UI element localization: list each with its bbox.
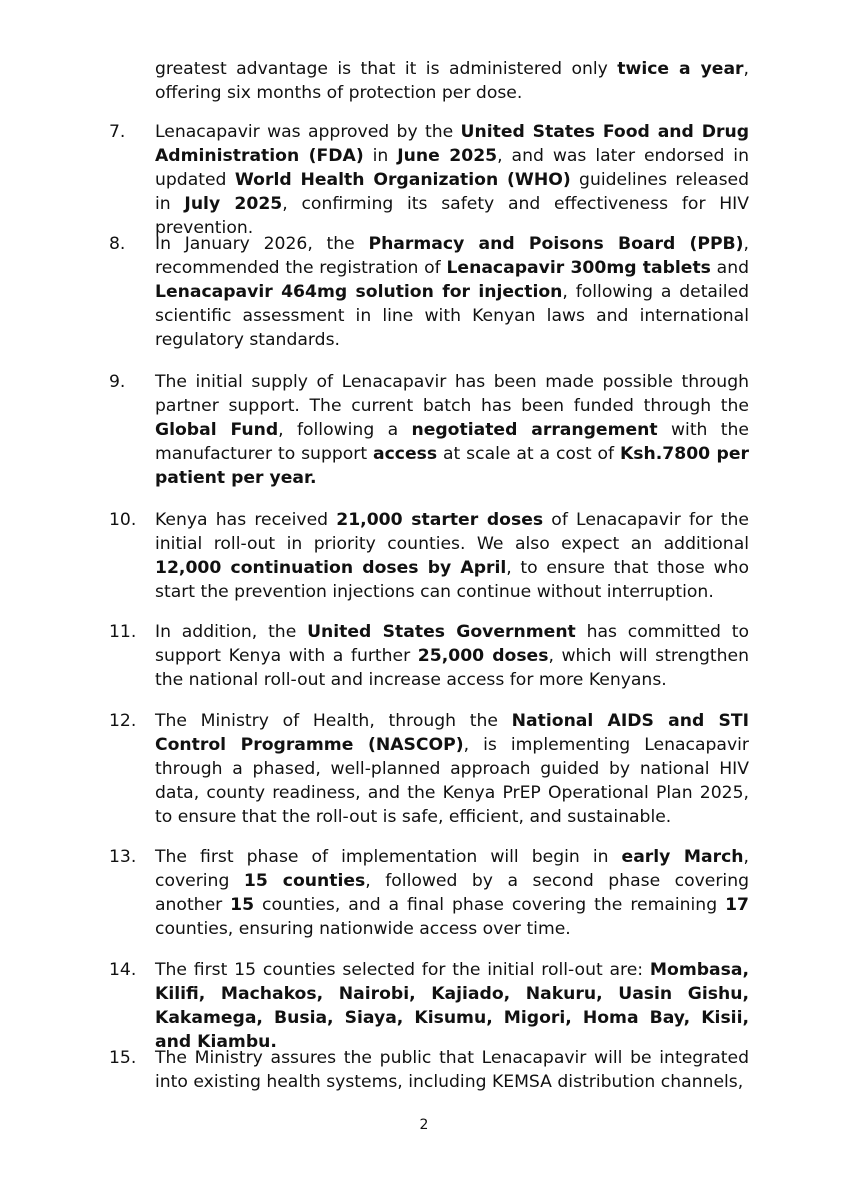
text-run: at scale at a cost of <box>437 444 620 464</box>
paragraph-7 <box>109 120 749 240</box>
text-run: with the manufacturer to support <box>155 420 750 464</box>
text-run: , to ensure that those who start the prevention injections can continue without interruption. <box>155 558 750 602</box>
bold-text: June 2025 <box>397 146 498 166</box>
paragraph-11 <box>109 620 749 692</box>
bold-text: 12,000 continuation doses by April <box>155 558 507 578</box>
text-run: The first phase of implementation will begin in <box>155 847 622 867</box>
paragraph-number: 8. <box>109 234 126 254</box>
bold-text: United States Government <box>307 622 576 642</box>
paragraph-14 <box>109 958 749 1054</box>
bold-text: 21,000 starter doses <box>336 510 544 530</box>
bold-text: World Health Organization (WHO) <box>234 170 571 190</box>
paragraph-15 <box>109 1046 749 1094</box>
text-run: guidelines released in <box>155 170 750 214</box>
bold-text: negotiated arrangement <box>411 420 658 440</box>
paragraph-text <box>155 1046 749 1094</box>
text-run: The initial supply of Lenacapavir has been made possible through partner support. The current batch has been funded through the <box>155 372 749 416</box>
paragraph-number: 9. <box>109 372 126 392</box>
paragraph-number: 11. <box>109 622 137 642</box>
text-run: In addition, the <box>155 622 308 642</box>
bold-text: 15 counties <box>243 871 366 891</box>
text-run: , and was later endorsed in updated <box>155 146 749 190</box>
text-run: , following a <box>278 420 412 440</box>
text-run: , confirming its safety and effectiveness for HIV prevention. <box>155 194 750 238</box>
bold-text: 15 <box>230 895 255 915</box>
bold-text: early March <box>621 847 744 867</box>
paragraph-9 <box>109 370 749 490</box>
text-run: , following a detailed scientific assessment in line with Kenyan laws and international regulatory standards. <box>155 282 750 350</box>
paragraph-text <box>155 958 749 1054</box>
bold-text: access <box>373 444 438 464</box>
text-run: Lenacapavir was approved by the <box>155 122 461 142</box>
text-run: of Lenacapavir for the initial roll-out in priority counties. We also expect an additional <box>155 510 749 554</box>
paragraph-text <box>155 508 749 604</box>
paragraph-12 <box>109 709 749 829</box>
text-run: The Ministry assures the public that Lenacapavir will be integrated into existing health systems, including KEMSA distribution channels, <box>155 1048 749 1092</box>
bold-text: Ksh.7800 per patient per year. <box>155 444 749 488</box>
text-run: , is implementing Lenacapavir through a phased, well-planned approach guided by national HIV data, county readiness, and the Kenya PrEP Operational Plan 2025, to ensure that the roll-out is safe, efficient, and sustainable. <box>155 735 749 827</box>
paragraph-number: 13. <box>109 847 137 867</box>
bold-text: Global Fund <box>155 420 279 440</box>
text-run: The Ministry of Health, through the <box>155 711 512 731</box>
bold-text: Mombasa, Kilifi, Machakos, Nairobi, Kajiado, Nakuru, Uasin Gishu, Kakamega, Busia, Siaya, Kisumu, Migori, Homa Bay, Kisii, and Kiambu. <box>155 960 749 1052</box>
text-run: Kenya has received <box>155 510 337 530</box>
paragraph-text <box>155 120 749 240</box>
text-run: counties, and a final phase covering the remaining <box>254 895 726 915</box>
bold-text: 17 <box>725 895 749 915</box>
text-run: The first 15 counties selected for the initial roll-out are: <box>155 960 650 980</box>
bold-text: July 2025 <box>184 194 283 214</box>
continuation-paragraph <box>155 57 749 105</box>
paragraph-number: 7. <box>109 122 126 142</box>
text-run: counties, ensuring nationwide access over time. <box>155 919 571 939</box>
paragraph-text <box>155 709 749 829</box>
page-number: 2 <box>419 1117 429 1133</box>
paragraph-number: 15. <box>109 1048 137 1068</box>
paragraph-text <box>155 845 749 941</box>
paragraph-8 <box>109 232 749 352</box>
paragraph-10 <box>109 508 749 604</box>
text-run: , offering six months of protection per dose. <box>155 59 749 103</box>
bold-text: Lenacapavir 464mg solution for injection <box>155 282 563 302</box>
text-run: in <box>363 146 398 166</box>
paragraph-text <box>155 620 749 692</box>
bold-text: National AIDS and STI Control Programme (NASCOP) <box>155 711 749 755</box>
text-run: has committed to support Kenya with a further <box>155 622 749 666</box>
text-run: and <box>710 258 749 278</box>
paragraph-number: 12. <box>109 711 137 731</box>
bold-text: 25,000 doses <box>417 646 549 666</box>
text-run: , followed by a second phase covering another <box>155 871 749 915</box>
bold-text: Pharmacy and Poisons Board (PPB) <box>368 234 744 254</box>
text-run: , which will strengthen the national roll-out and increase access for more Kenyans. <box>155 646 749 690</box>
bold-text: Lenacapavir 300mg tablets <box>446 258 711 278</box>
paragraph-text <box>155 370 749 490</box>
paragraph-number: 10. <box>109 510 137 530</box>
text-run: , covering <box>155 847 749 891</box>
text-run: greatest advantage is that it is administered only <box>155 59 618 79</box>
text-run: In January 2026, the <box>155 234 369 254</box>
text-run: , recommended the registration of <box>155 234 749 278</box>
bold-text: United States Food and Drug Administration (FDA) <box>155 122 749 166</box>
paragraph-text <box>155 232 749 352</box>
paragraph-13 <box>109 845 749 941</box>
bold-text: twice a year <box>617 59 744 79</box>
paragraph-number: 14. <box>109 960 137 980</box>
